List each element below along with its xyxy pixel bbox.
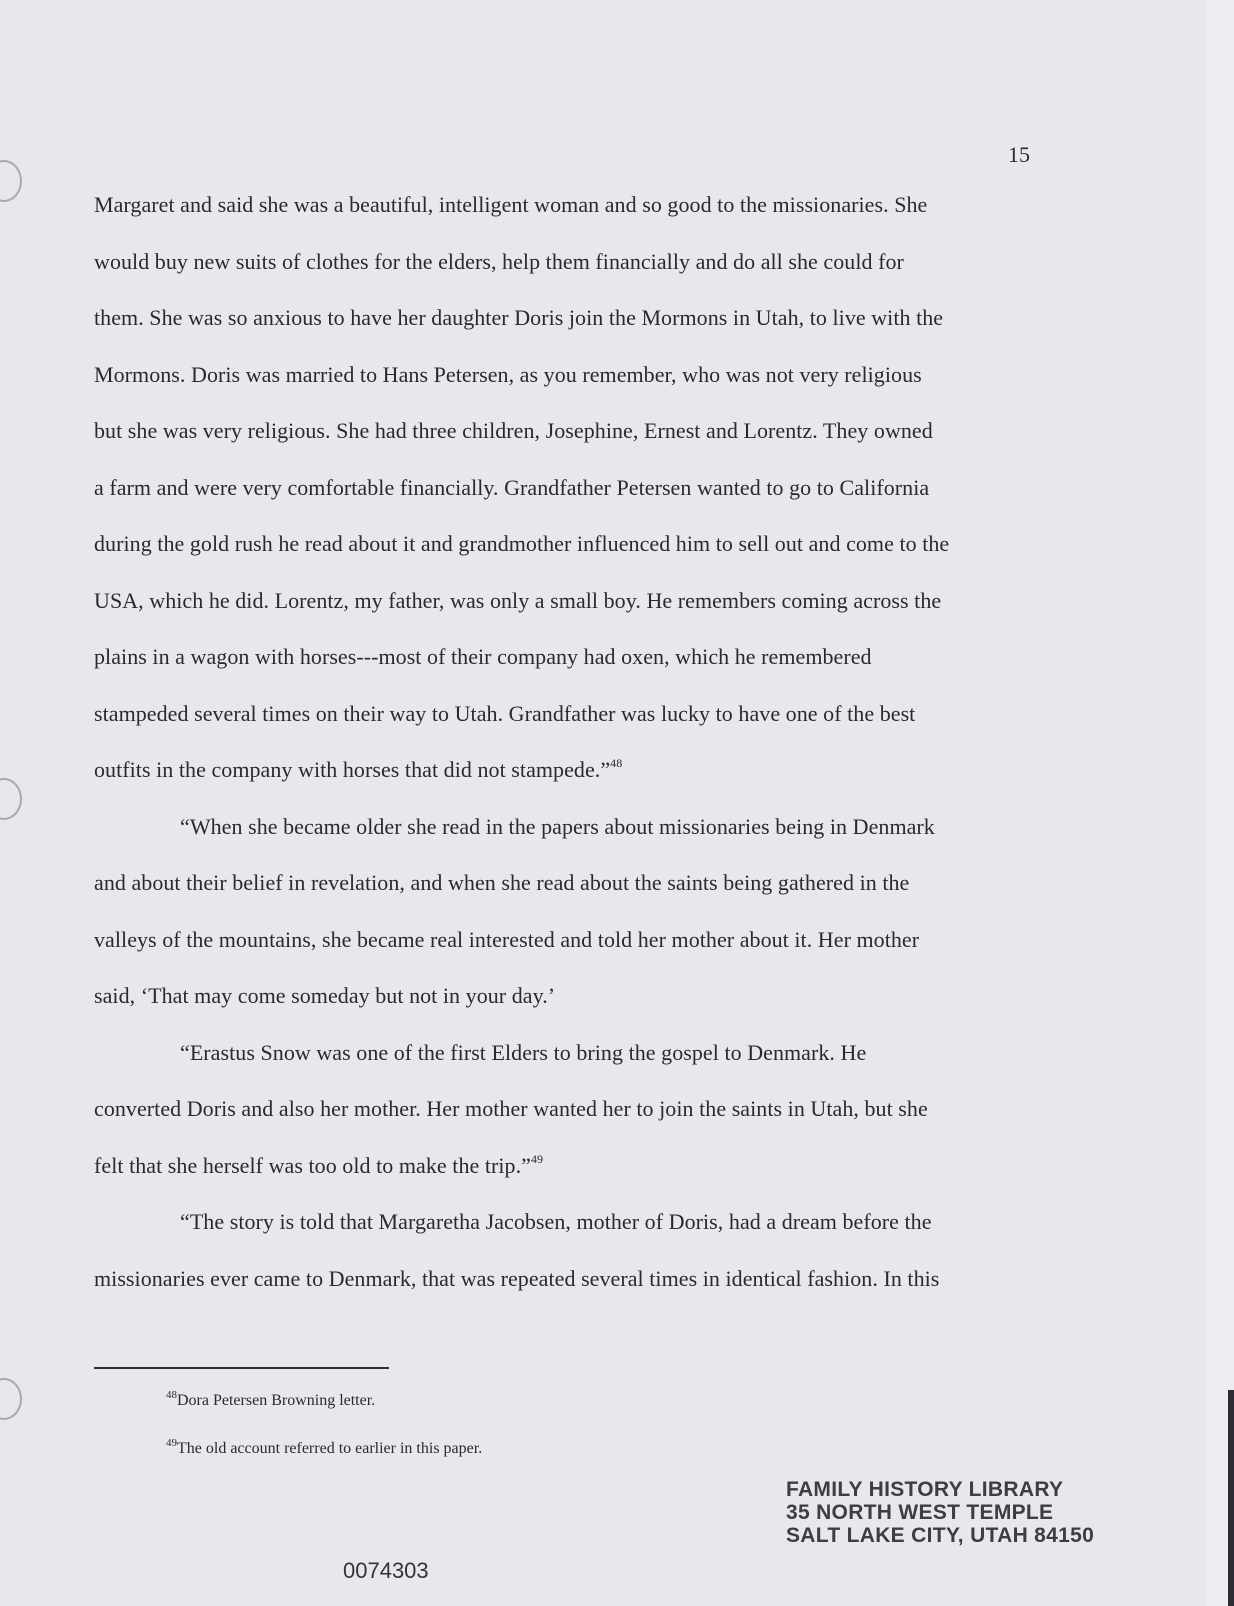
text-line: during the gold rush he read about it and grandmother influenced him to sell out and come to the — [94, 531, 950, 556]
footnote-48 — [166, 1389, 376, 1410]
text-line: said, ‘That may come someday but not in your day.’ — [94, 983, 556, 1008]
text-line: “When she became older she read in the papers about missionaries being in Denmark — [180, 814, 935, 839]
punch-hole-top — [0, 160, 22, 202]
text-line: stampeded several times on their way to Utah. Grandfather was lucky to have one of the best — [94, 701, 916, 726]
film-number: 0074303 — [343, 1558, 429, 1583]
text-line: but she was very religious. She had three children, Josephine, Ernest and Lorentz. They owned — [94, 418, 933, 443]
text-line: missionaries ever came to Denmark, that was repeated several times in identical fashion. In this — [94, 1266, 940, 1291]
text-line: a farm and were very comfortable financially. Grandfather Petersen wanted to go to California — [94, 475, 930, 500]
footnote-ref-48[interactable]: 48 — [610, 756, 623, 770]
text-line: valleys of the mountains, she became real interested and told her mother about it. Her mother — [94, 927, 920, 952]
text-line: and about their belief in revelation, and when she read about the saints being gathered in the — [94, 870, 910, 895]
text-line: felt that she herself was too old to make the trip.”$^{49}$ — [94, 1152, 544, 1178]
footnote-text: The old account referred to earlier in this paper. — [177, 1440, 483, 1457]
text-line: USA, which he did. Lorentz, my father, was only a small boy. He remembers coming across the — [94, 588, 942, 613]
text-line: them. She was so anxious to have her daughter Doris join the Mormons in Utah, to live with the — [94, 305, 944, 330]
stamp-line: 35 NORTH WEST TEMPLE — [786, 1501, 1054, 1524]
page-edge — [1206, 0, 1234, 1606]
text-line: would buy new suits of clothes for the elders, help them financially and do all she could for — [94, 249, 904, 274]
footnote-49 — [166, 1437, 483, 1458]
punch-hole-bottom — [0, 1378, 22, 1420]
stamp-line: FAMILY HISTORY LIBRARY — [786, 1478, 1064, 1501]
text-line: Margaret and said she was a beautiful, intelligent woman and so good to the missionaries. She — [94, 192, 928, 217]
footnote-number: 48 — [166, 1389, 177, 1401]
stamp-line: SALT LAKE CITY, UTAH 84150 — [786, 1524, 1095, 1547]
page-number: 15 — [1008, 142, 1030, 167]
footnote-text: Dora Petersen Browning letter. — [177, 1392, 376, 1409]
text-line: converted Doris and also her mother. Her mother wanted her to join the saints in Utah, but she — [94, 1096, 928, 1121]
text-line: outfits in the company with horses that did not stampede.”$^{48}$ — [94, 756, 623, 782]
footnote-ref-49[interactable]: 49 — [530, 1152, 544, 1166]
punch-hole-middle — [0, 778, 22, 820]
text-line: plains in a wagon with horses---most of their company had oxen, which he remembered — [94, 644, 872, 669]
text-line: “The story is told that Margaretha Jacobsen, mother of Doris, had a dream before the — [180, 1209, 932, 1234]
library-stamp — [786, 1478, 1094, 1547]
scan-border — [1228, 1390, 1234, 1606]
text-line: Mormons. Doris was married to Hans Petersen, as you remember, who was not very religious — [94, 362, 922, 387]
footnote-separator — [94, 1367, 389, 1369]
text-line: “Erastus Snow was one of the first Elders to bring the gospel to Denmark. He — [180, 1040, 867, 1065]
footnote-number: 49 — [166, 1437, 177, 1449]
